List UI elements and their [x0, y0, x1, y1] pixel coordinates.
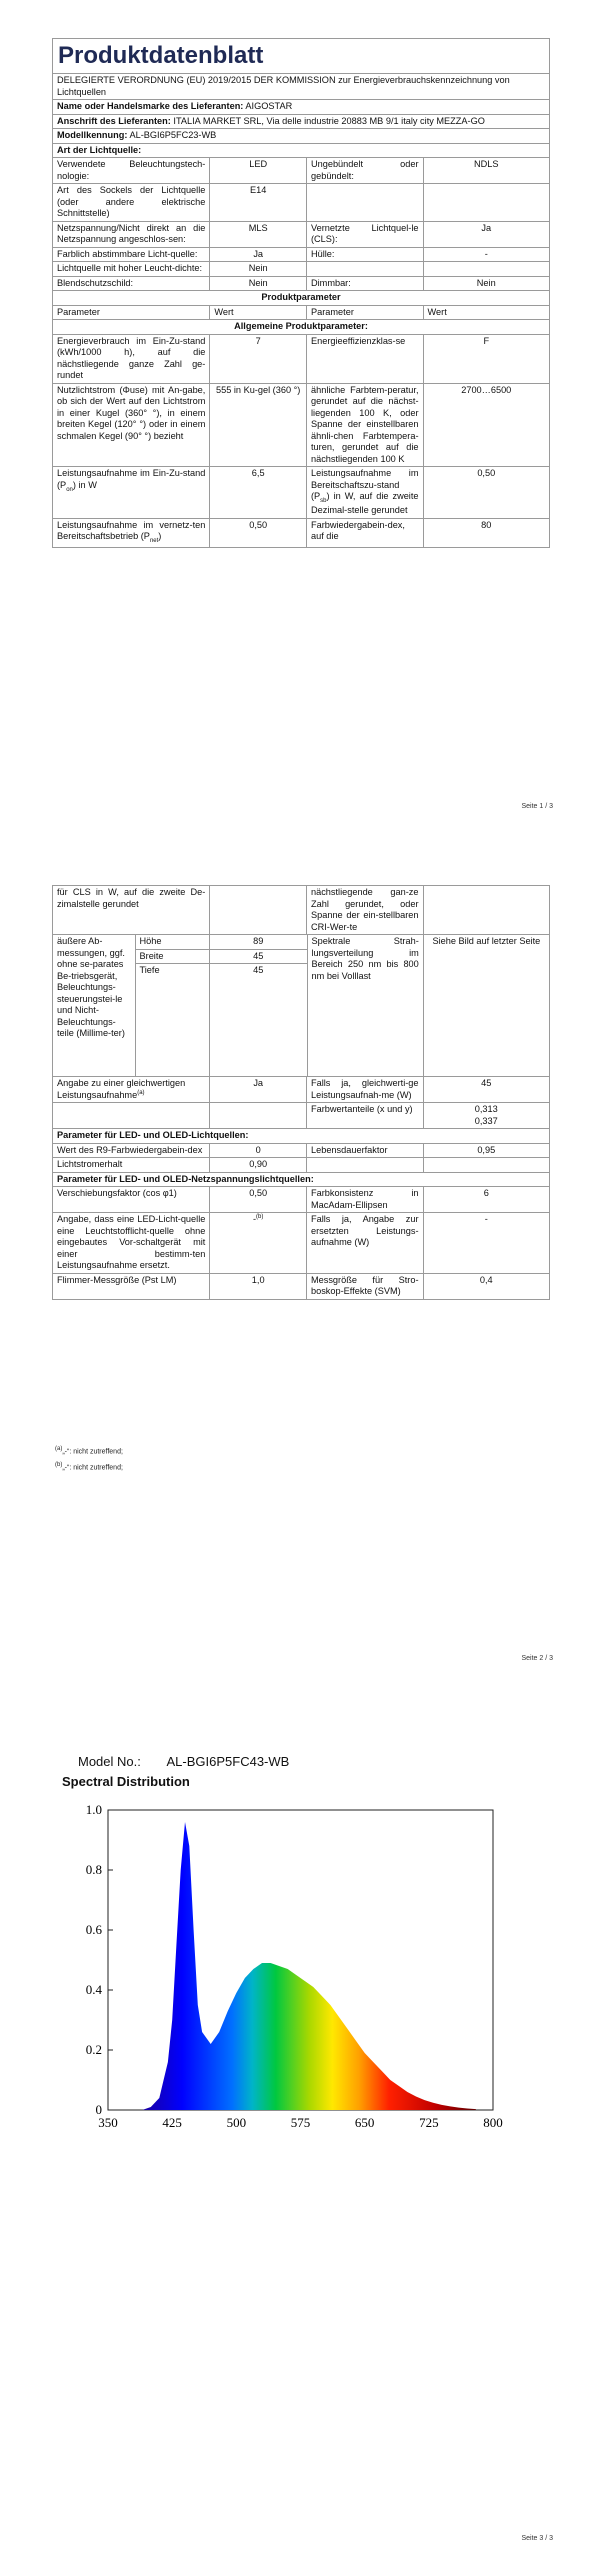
product-params-heading: Produktparameter — [261, 292, 341, 302]
supplier-value: AIGOSTAR — [245, 101, 293, 111]
table-row — [53, 184, 549, 222]
row-label: ähnliche Farbtem-peratur, gerundet auf die nächst-liegenden 100 K, oder Spanne der einstellbaren ähnli-chen Farbtempera-turen, gerundet auf die nächstliegenden 100 K — [307, 384, 424, 467]
model-row — [53, 129, 549, 143]
row-label: Angabe, dass eine LED-Licht-quelle eine Leuchtstofflicht-quelle ohne eingebautes Vor-schaltgerät mit einer bestimm-ten Leistungsaufnahme ersetzt. — [53, 1213, 210, 1273]
row-label: Art des Sockels der Lichtquelle (oder andere elektrische Schnittstelle) — [53, 184, 210, 221]
row-value: 0 — [210, 1144, 307, 1158]
row-label: Lichtstromerhalt — [53, 1158, 210, 1172]
row-label — [307, 262, 424, 276]
row-label: Energieeffizienzklas-se — [307, 335, 424, 383]
general-params-heading: Allgemeine Produktparameter: — [234, 321, 368, 331]
table-row — [53, 277, 549, 292]
table-row — [53, 248, 549, 263]
supplier-label: Name oder Handelsmarke des Lieferanten: — [57, 101, 244, 111]
row-label: Vernetzte Lichtquel-le (CLS): — [307, 222, 424, 247]
row-label: Lichtquelle mit hoher Leucht-dichte: — [53, 262, 210, 276]
y-tick-label: 0.6 — [85, 1922, 102, 1937]
table-row — [53, 1077, 549, 1103]
y-tick-label: 0 — [95, 2102, 102, 2117]
dimensions-row — [53, 935, 549, 1077]
row-value: 0,90 — [210, 1158, 307, 1172]
table-row — [53, 519, 549, 547]
table-row — [53, 1213, 549, 1274]
row-value: Ja — [210, 1077, 307, 1102]
page-number: Seite 1 / 3 — [521, 803, 553, 810]
row-value: F — [483, 335, 490, 346]
row-value: MLS — [210, 222, 307, 247]
regulation-text: DELEGIERTE VERORDNUNG (EU) 2019/2015 DER KOMMISSION zur Energieverbrauchskennzeichnung von Lichtquellen — [57, 75, 510, 97]
row-value — [424, 262, 549, 276]
row-value: 0,50 — [210, 1187, 307, 1212]
dimensions-grid — [136, 935, 308, 1076]
row-value: 1,0 — [210, 1274, 307, 1299]
mains-params-heading: Parameter für LED- und OLED-Netzspannungslichtquellen: — [57, 1173, 314, 1184]
model-value: AL-BGI6P5FC43-WB — [166, 1754, 290, 1769]
dimension-row — [136, 950, 307, 965]
row-value: - — [484, 248, 488, 259]
page-number: Seite 3 / 3 — [521, 2535, 553, 2542]
row-label: Netzspannung/Nicht direkt an die Netzspannung angeschlos-sen: — [53, 222, 210, 247]
y-tick-label: 0.2 — [85, 2042, 102, 2057]
x-tick-label: 350 — [98, 2115, 118, 2130]
row-value: E14 — [210, 184, 307, 221]
row-label: Leistungsaufnahme im Bereitschaftszu-stand $(P_{sb})$ in W, auf die zweite Dezimal-stelle gerundet — [307, 467, 424, 518]
color-x: 0,313 — [474, 1104, 498, 1115]
address-label: Anschrift des Lieferanten: — [57, 115, 171, 126]
row-label: Farbkonsistenz in MacAdam-Ellipsen — [307, 1187, 424, 1212]
model-label: Model No.: — [78, 1754, 141, 1769]
page-title: Produktdatenblatt — [53, 39, 549, 74]
header-parameter: Parameter — [307, 306, 424, 320]
x-tick-label: 800 — [483, 2115, 503, 2130]
table-row — [53, 467, 549, 519]
row-value: 6,5 — [210, 467, 307, 518]
row-label: Dimmbar: — [307, 277, 424, 291]
page-3 — [0, 1690, 603, 2560]
header-value: Wert — [427, 306, 447, 317]
row-value: 0,50 — [210, 519, 307, 547]
x-tick-label: 725 — [419, 2115, 439, 2130]
table-row — [53, 1187, 549, 1213]
row-value: - — [484, 1214, 488, 1225]
row-label: Nutzlichtstrom (Φuse) mit An-gabe, ob sich der Wert auf den Lichtstrom in einer Kugel (360° °), in einem breiten Kegel (120° °) oder in einem schmalen Kegel (90° °) bezieht — [53, 384, 210, 467]
chart-title: Spectral Distribution — [62, 1774, 190, 1789]
table-row — [53, 1274, 549, 1299]
row-value: Nein — [210, 262, 307, 276]
x-tick-label: 650 — [354, 2115, 375, 2130]
row-label: Falls ja, gleichwerti-ge Leistungsaufnah-me (W) — [307, 1077, 424, 1102]
model-line — [78, 1754, 289, 1770]
page-1 — [0, 0, 603, 820]
page-2 — [0, 820, 603, 1690]
spectral-label: Spektrale Strah-lungsverteilung im Bereich 250 nm bis 800 nm bei Volllast — [308, 935, 424, 1076]
table-row — [53, 335, 549, 384]
dimension-row — [136, 935, 307, 950]
row-value — [424, 184, 549, 221]
row-value: 555 in Ku-gel (360 °) — [210, 384, 307, 467]
row-label: Ungebündelt oder gebündelt: — [307, 158, 424, 183]
row-label: Verwendete Beleuchtungstech-nologie: — [53, 158, 210, 183]
model-value: AL-BGI6P5FC23-WB — [129, 130, 217, 140]
row-value: -$^{(b)}$ — [210, 1213, 307, 1273]
row-label: Leistungsaufnahme im vernetz-ten Bereitschaftsbetrieb $(P_{net})$ — [53, 519, 210, 547]
row-label: Farbwiedergabein-dex, auf die — [307, 519, 424, 547]
spectral-value: Siehe Bild auf letzter Seite — [432, 936, 541, 946]
row-value: 45 — [481, 1078, 492, 1088]
page-number: Seite 2 / 3 — [521, 1655, 553, 1662]
row-label: nächstliegende gan-ze Zahl gerundet, oder Spanne der ein-stellbaren CRI-Wer-te — [307, 886, 424, 934]
row-value: Ja — [481, 222, 492, 233]
row-label: Lebensdauerfaktor — [307, 1144, 424, 1158]
row-value: NDLS — [474, 159, 499, 169]
product-datasheet-table — [52, 38, 550, 548]
table-row — [53, 1158, 549, 1173]
table-row — [53, 1144, 549, 1159]
header-value: Wert — [210, 306, 307, 320]
dimensions-label: äußere Ab-messungen, ggf. ohne se-parates Be-triebsgerät, Beleuchtungs-steuerungstei-le und Nicht-Beleuchtungs-teile (Millime-ter) — [53, 935, 136, 1076]
row-value: 0,50 — [477, 468, 496, 478]
footnote-b: $^{(b)}$„-“: nicht zutreffend; — [55, 1462, 123, 1472]
product-datasheet-table-continued — [52, 885, 550, 1300]
led-params-heading: Parameter für LED- und OLED-Lichtquellen: — [57, 1130, 249, 1141]
row-label: Messgröße für Stro-boskop-Effekte (SVM) — [307, 1274, 424, 1299]
row-label: Verschiebungsfaktor (cos φ1) — [53, 1187, 210, 1212]
row-label: Falls ja, Angabe zur ersetzten Leistungs-aufnahme (W) — [307, 1213, 424, 1273]
x-tick-label: 575 — [290, 2115, 311, 2130]
y-tick-label: 0.8 — [85, 1862, 102, 1877]
address-value: ITALIA MARKET SRL, Via delle industrie 20883 MB 9/1 italy city MEZZA-GO — [173, 115, 485, 126]
row-label: Farblich abstimmbare Licht-quelle: — [53, 248, 210, 262]
table-row — [53, 262, 549, 277]
row-value: 0,4 — [479, 1274, 493, 1285]
dimension-row — [136, 964, 307, 1076]
dimension-value: 45 — [253, 965, 264, 975]
address-row — [53, 115, 549, 129]
table-row — [53, 222, 549, 248]
y-tick-label: 0.4 — [85, 1982, 102, 1997]
row-label: Hülle: — [307, 248, 424, 262]
table-row — [53, 1103, 549, 1129]
dimension-value: 45 — [253, 950, 264, 961]
row-value: 7 — [210, 335, 307, 383]
table-row — [53, 158, 549, 184]
x-tick-label: 425 — [162, 2115, 182, 2130]
supplier-row — [53, 100, 549, 114]
row-value: 2700…6500 — [461, 384, 512, 395]
row-label: Leistungsaufnahme im Ein-Zu-stand $(P_{on})$ in W — [53, 467, 210, 518]
row-value: Nein — [476, 277, 496, 288]
dimension-value: 89 — [253, 936, 264, 946]
row-label: Flimmer-Messgröße (Pst LM) — [53, 1274, 210, 1299]
row-value — [424, 1103, 549, 1128]
param-header-row — [53, 306, 549, 321]
footnote-a: $^{(a)}$„-“: nicht zutreffend; — [55, 1446, 123, 1456]
row-label: Angabe zu einer gleichwertigen Leistungsaufnahme$^{(a)}$ — [53, 1077, 210, 1102]
y-tick-label: 1.0 — [85, 1802, 102, 1817]
row-label: für CLS in W, auf die zweite De-zimalstelle gerundet — [53, 886, 210, 934]
table-row — [53, 384, 549, 468]
dimension-key: Tiefe — [136, 964, 211, 1076]
dimension-key: Höhe — [136, 935, 211, 949]
row-value: LED — [210, 158, 307, 183]
row-label: Blendschutzschild: — [53, 277, 210, 291]
light-source-type-heading: Art der Lichtquelle: — [57, 144, 142, 155]
row-value: 80 — [481, 519, 492, 530]
table-row — [53, 886, 549, 935]
row-label — [307, 184, 424, 221]
row-value: Ja — [210, 248, 307, 262]
dimension-key: Breite — [136, 950, 211, 964]
x-tick-label: 500 — [226, 2115, 247, 2130]
row-value: Nein — [210, 277, 307, 291]
color-y: 0,337 — [474, 1115, 498, 1126]
row-value: 6 — [483, 1188, 489, 1199]
model-label: Modellkennung: — [57, 130, 128, 140]
row-value: 0,95 — [477, 1144, 496, 1155]
row-label: Energieverbrauch im Ein-Zu-stand (kWh/1000 h), auf die nächstliegende ganze Zahl ge-rundet — [53, 335, 210, 383]
row-label: Farbwertanteile (x und y) — [307, 1103, 424, 1128]
row-label: Wert des R9-Farbwiedergabein-dex — [53, 1144, 210, 1158]
spectral-distribution-chart — [60, 1800, 510, 2145]
header-parameter: Parameter — [53, 306, 210, 320]
